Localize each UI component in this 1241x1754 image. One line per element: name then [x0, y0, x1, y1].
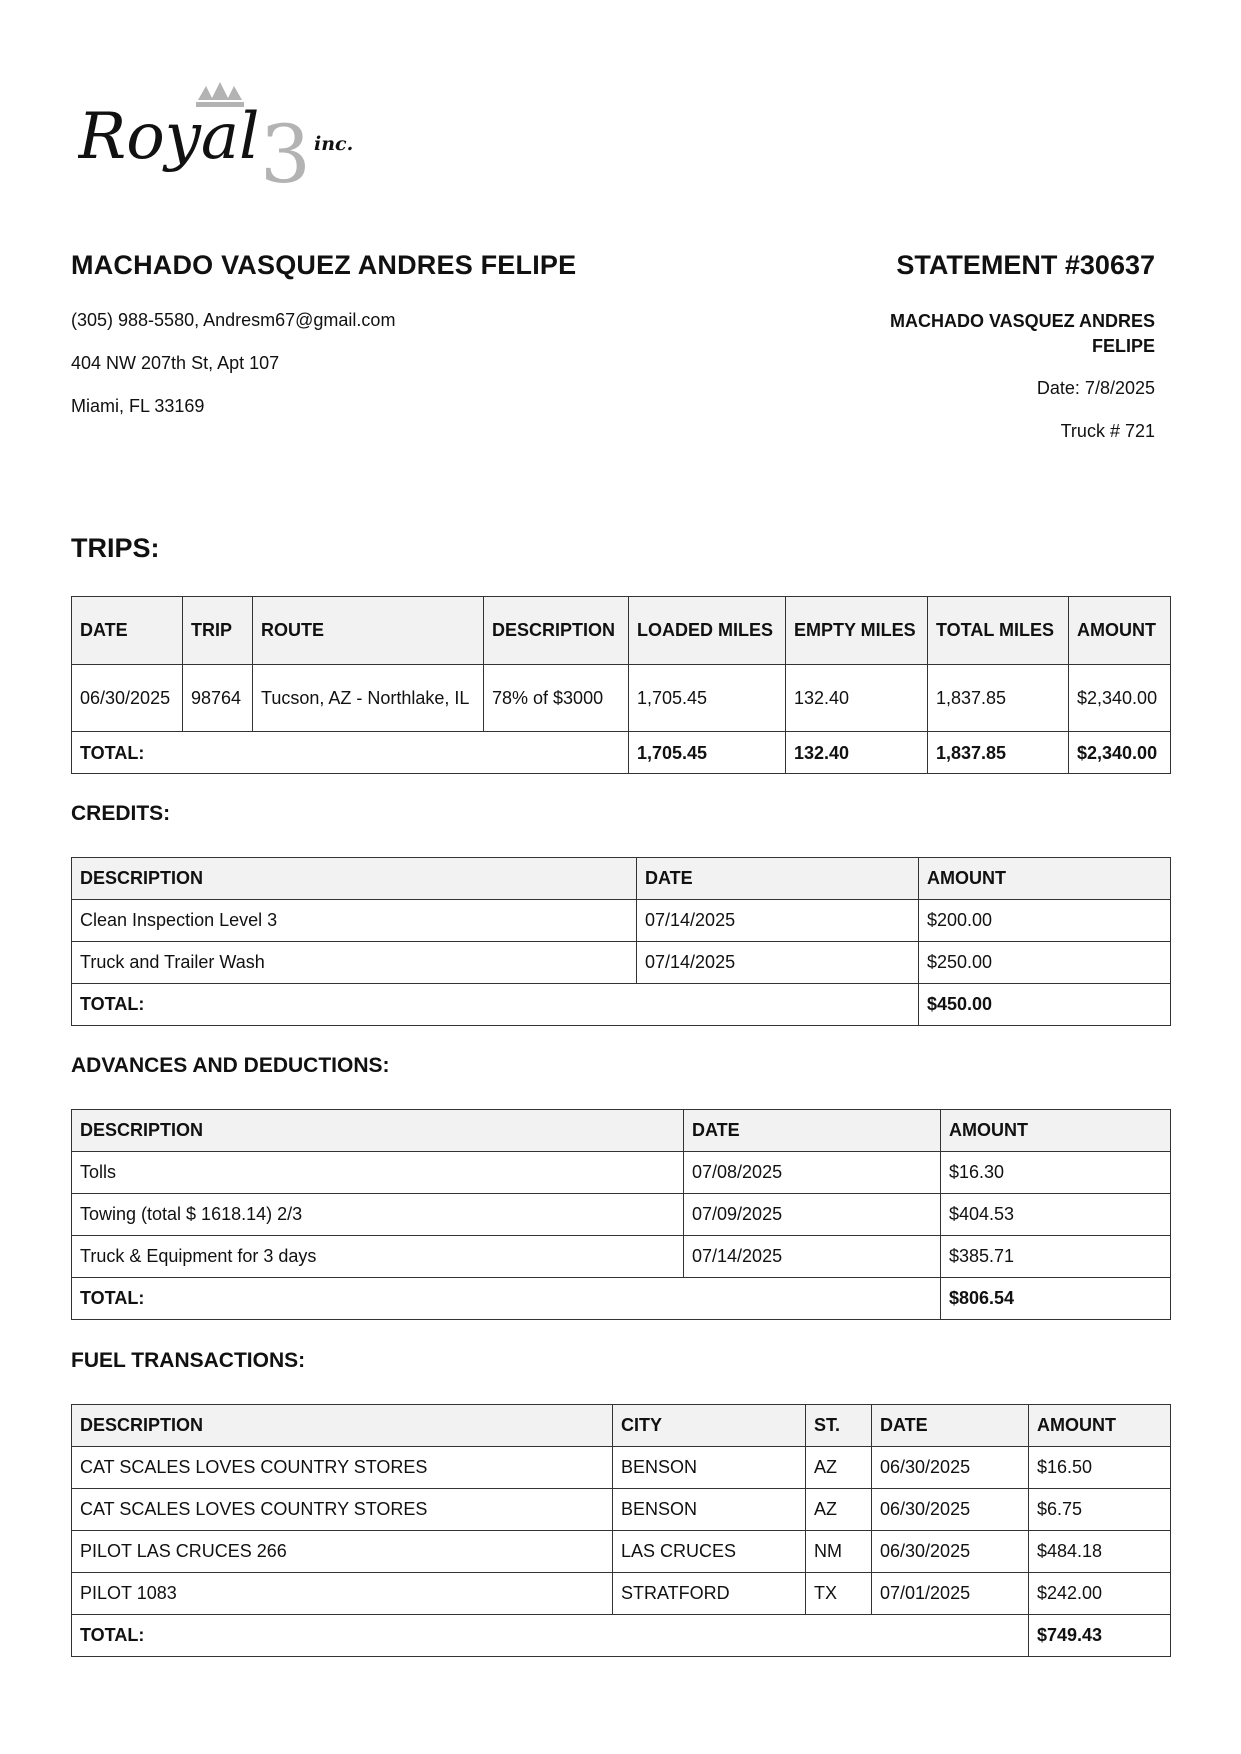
column-header: DESCRIPTION [72, 1110, 684, 1152]
table-cell: 07/14/2025 [637, 900, 919, 942]
trips-heading: TRIPS: [71, 533, 160, 563]
table-row [72, 1152, 1171, 1194]
deductions-table [71, 1109, 1171, 1320]
statement-title: STATEMENT #30637 [896, 250, 1155, 280]
fuel-heading: FUEL TRANSACTIONS: [71, 1349, 306, 1372]
crown-icon [198, 82, 242, 100]
total-loaded-miles: 1,705.45 [629, 732, 786, 774]
column-header: EMPTY MILES [786, 597, 928, 665]
deductions-total-row [72, 1278, 1171, 1320]
column-header: ST. [806, 1405, 872, 1447]
credits-header-row [72, 858, 1171, 900]
table-row [72, 1573, 1171, 1615]
table-row [72, 900, 1171, 942]
column-header: ROUTE [253, 597, 484, 665]
driver-address-line-1: 404 NW 207th St, Apt 107 [71, 353, 280, 373]
deductions-heading: ADVANCES AND DEDUCTIONS: [71, 1054, 390, 1077]
table-cell: BENSON [613, 1447, 806, 1489]
table-cell: PILOT 1083 [72, 1573, 613, 1615]
table-cell: $16.30 [941, 1152, 1171, 1194]
total-amount: $749.43 [1029, 1615, 1171, 1657]
table-cell: $242.00 [1029, 1573, 1171, 1615]
fuel-header-row [72, 1405, 1171, 1447]
column-header: AMOUNT [1069, 597, 1171, 665]
table-cell: $16.50 [1029, 1447, 1171, 1489]
table-row [72, 1447, 1171, 1489]
table-cell: $2,340.00 [1069, 665, 1171, 732]
column-header: DATE [637, 858, 919, 900]
svg-text:inc.: inc. [314, 133, 354, 155]
column-header: DATE [684, 1110, 941, 1152]
table-cell: 132.40 [786, 665, 928, 732]
table-cell: CAT SCALES LOVES COUNTRY STORES [72, 1489, 613, 1531]
table-cell: 98764 [183, 665, 253, 732]
table-cell: $484.18 [1029, 1531, 1171, 1573]
company-logo [78, 78, 378, 190]
table-row [72, 1531, 1171, 1573]
credits-heading: CREDITS: [71, 802, 171, 825]
table-cell: PILOT LAS CRUCES 266 [72, 1531, 613, 1573]
table-cell: Tolls [72, 1152, 684, 1194]
column-header: DESCRIPTION [484, 597, 629, 665]
total-label: TOTAL: [72, 984, 919, 1026]
total-amount: $2,340.00 [1069, 732, 1171, 774]
table-row [72, 665, 1171, 732]
table-cell: $200.00 [919, 900, 1171, 942]
table-row [72, 942, 1171, 984]
table-cell: $250.00 [919, 942, 1171, 984]
driver-address-line-2: Miami, FL 33169 [71, 396, 205, 416]
table-cell: Towing (total $ 1618.14) 2/3 [72, 1194, 684, 1236]
trips-table [71, 596, 1171, 774]
table-cell: $385.71 [941, 1236, 1171, 1278]
table-cell: Truck & Equipment for 3 days [72, 1236, 684, 1278]
table-cell: CAT SCALES LOVES COUNTRY STORES [72, 1447, 613, 1489]
fuel-table [71, 1404, 1171, 1657]
table-cell: LAS CRUCES [613, 1531, 806, 1573]
table-cell: Tucson, AZ - Northlake, IL [253, 665, 484, 732]
table-cell: 06/30/2025 [72, 665, 183, 732]
total-label: TOTAL: [72, 732, 629, 774]
table-cell: 06/30/2025 [872, 1447, 1029, 1489]
trips-total-row [72, 732, 1171, 774]
credits-table [71, 857, 1171, 1026]
total-empty-miles: 132.40 [786, 732, 928, 774]
table-cell: AZ [806, 1447, 872, 1489]
table-cell: STRATFORD [613, 1573, 806, 1615]
svg-text:3: 3 [260, 108, 311, 190]
column-header: DESCRIPTION [72, 1405, 613, 1447]
total-miles: 1,837.85 [928, 732, 1069, 774]
column-header: DATE [872, 1405, 1029, 1447]
column-header: LOADED MILES [629, 597, 786, 665]
table-row [72, 1236, 1171, 1278]
column-header: AMOUNT [1029, 1405, 1171, 1447]
table-cell: 1,705.45 [629, 665, 786, 732]
table-cell: 07/09/2025 [684, 1194, 941, 1236]
column-header: AMOUNT [941, 1110, 1171, 1152]
table-cell: 06/30/2025 [872, 1531, 1029, 1573]
statement-driver-name: MACHADO VASQUEZ ANDRES FELIPE [889, 311, 1155, 356]
statement-date: Date: 7/8/2025 [1036, 378, 1155, 398]
table-row [72, 1194, 1171, 1236]
table-cell: BENSON [613, 1489, 806, 1531]
total-amount: $450.00 [919, 984, 1171, 1026]
table-cell: TX [806, 1573, 872, 1615]
column-header: TRIP [183, 597, 253, 665]
column-header: DATE [72, 597, 183, 665]
driver-contact: (305) 988-5580, Andresm67@gmail.com [71, 310, 396, 330]
table-cell: 78% of $3000 [484, 665, 629, 732]
table-cell: AZ [806, 1489, 872, 1531]
fuel-total-row [72, 1615, 1171, 1657]
credits-total-row [72, 984, 1171, 1026]
table-cell: Clean Inspection Level 3 [72, 900, 637, 942]
table-cell: NM [806, 1531, 872, 1573]
total-amount: $806.54 [941, 1278, 1171, 1320]
svg-text:Royal: Royal [78, 100, 260, 174]
table-cell: 06/30/2025 [872, 1489, 1029, 1531]
column-header: AMOUNT [919, 858, 1171, 900]
table-cell: 07/14/2025 [684, 1236, 941, 1278]
column-header: CITY [613, 1405, 806, 1447]
column-header: DESCRIPTION [72, 858, 637, 900]
table-cell: 1,837.85 [928, 665, 1069, 732]
table-cell: 07/14/2025 [637, 942, 919, 984]
statement-truck: Truck # 721 [1060, 421, 1155, 441]
table-cell: $404.53 [941, 1194, 1171, 1236]
total-label: TOTAL: [72, 1278, 941, 1320]
table-cell: 07/01/2025 [872, 1573, 1029, 1615]
deductions-header-row [72, 1110, 1171, 1152]
table-cell: $6.75 [1029, 1489, 1171, 1531]
table-cell: Truck and Trailer Wash [72, 942, 637, 984]
driver-name: MACHADO VASQUEZ ANDRES FELIPE [71, 250, 577, 280]
table-cell: 07/08/2025 [684, 1152, 941, 1194]
trips-header-row [72, 597, 1171, 665]
total-label: TOTAL: [72, 1615, 1029, 1657]
table-row [72, 1489, 1171, 1531]
column-header: TOTAL MILES [928, 597, 1069, 665]
